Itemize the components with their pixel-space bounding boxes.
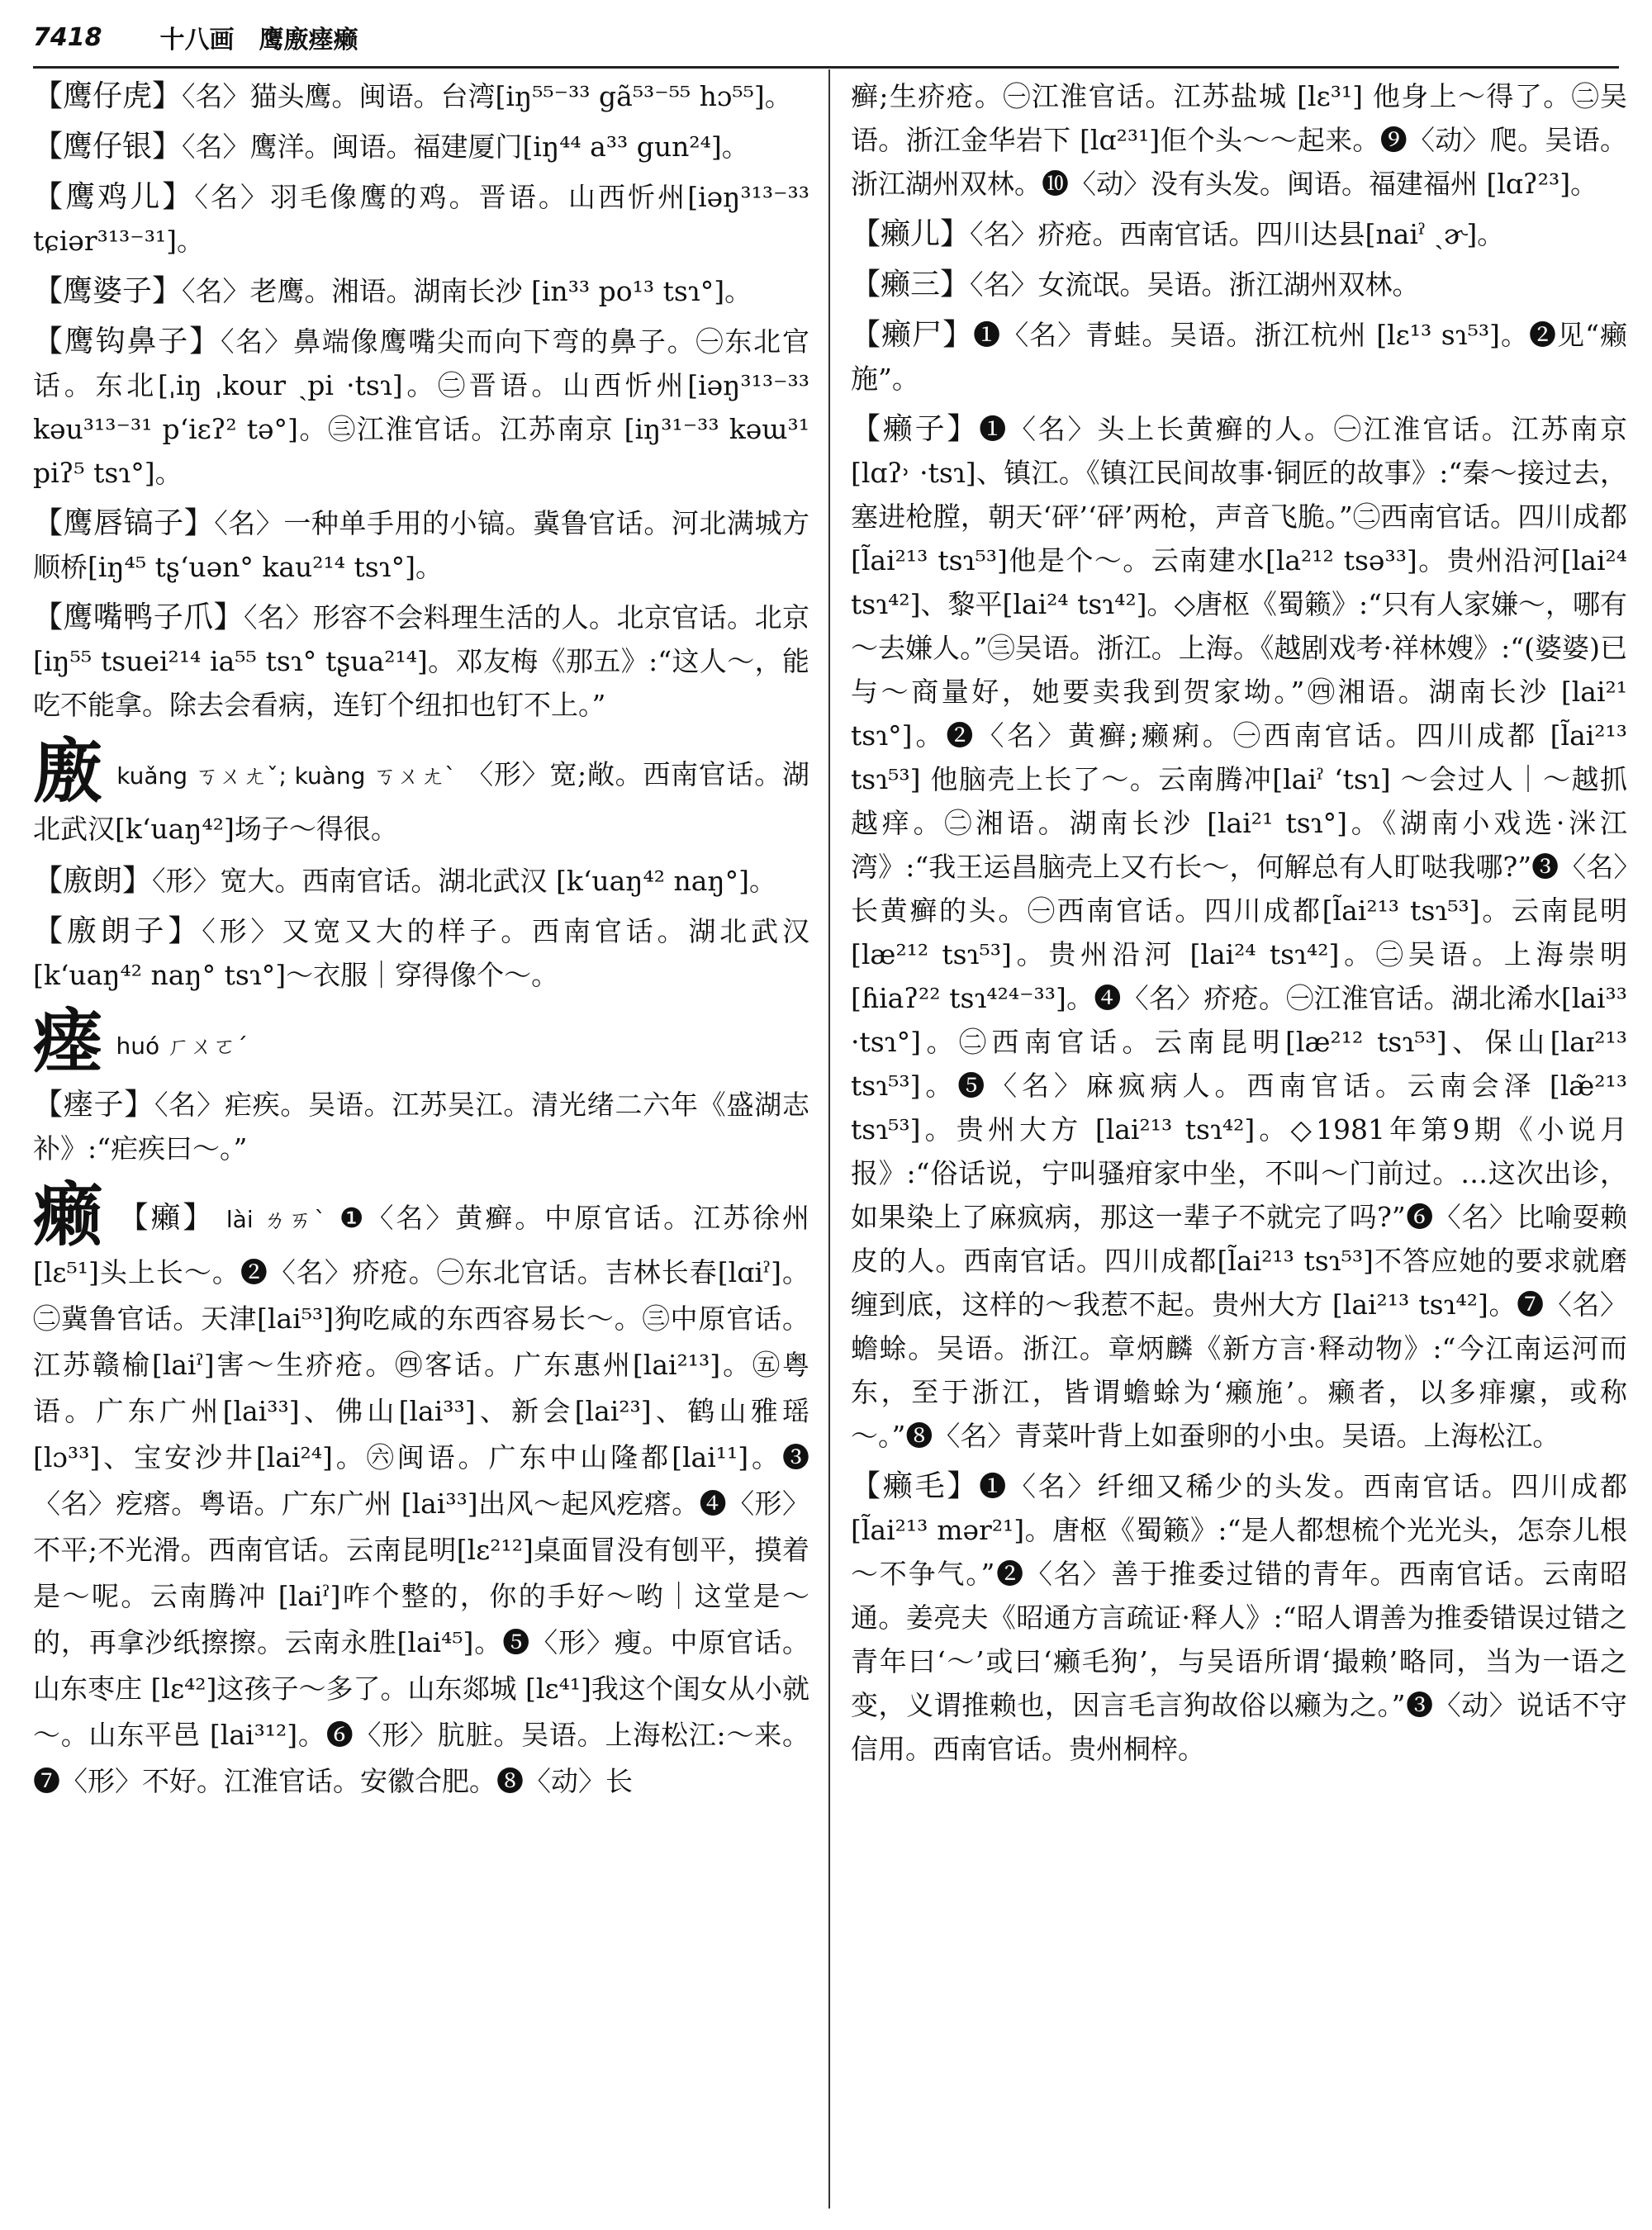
left-column — [33, 74, 809, 1811]
entry — [851, 263, 1627, 306]
header-rule — [33, 66, 1619, 69]
big-character: 廒 — [33, 731, 103, 812]
entry — [851, 407, 1627, 1458]
page-title: 十八画 鹰廒瘗癞 — [159, 26, 358, 55]
headword: 【鹰嘴鸭子爪】 — [33, 600, 244, 634]
entry — [851, 1464, 1627, 1771]
entry — [33, 269, 809, 313]
headword: 【鹰鸡儿】 — [33, 180, 195, 214]
headword: 【癞儿】 — [851, 217, 971, 251]
headword: 【癞尸】 — [851, 318, 974, 352]
entry — [33, 595, 809, 727]
headword: 【癞三】 — [851, 268, 971, 301]
definition: 〈名〉老鹰。湘语。湖南长沙 [in³³ po¹³ tsɿ°]。 — [182, 275, 752, 307]
definition: ❶〈名〉青蛙。吴语。浙江杭州 [lɛ¹³ sɿ⁵³]。❷见“癞施”。 — [851, 319, 1627, 395]
definition: 〈名〉猫头鹰。闽语。台湾[iŋ⁵⁵⁻³³ gã⁵³⁻⁵⁵ hɔ⁵⁵]。 — [182, 80, 792, 112]
headword: 【鹰仔虎】 — [33, 79, 183, 113]
entry — [33, 909, 809, 997]
big-character: 瘗 — [33, 1001, 103, 1082]
continued-definition: 癣;生疥疮。㊀江淮官话。江苏盐城 [lɛ³¹] 他身上～得了。㊁吴语。浙江金华岩下 [lɑ²³¹]佢个头～～起来。❾〈动〉爬。吴语。浙江湖州双林。❿〈动〉没有头发。闽语。福建福州 [lɑʔ²³]。 — [851, 80, 1627, 200]
pinyin: lài ㄌㄞˋ — [225, 1206, 329, 1233]
entry — [33, 125, 809, 168]
definition: 〈名〉疟疾。吴语。江苏吴江。清光绪二六年《盛湖志补》:“疟疾曰～。” — [33, 1089, 809, 1165]
headword: 【癞毛】 — [851, 1469, 980, 1503]
pinyin: kuǎng ㄎㄨㄤˇ; kuàng ㄎㄨㄤˋ — [116, 762, 457, 790]
definition: 〈形〉又宽又大的样子。西南官话。湖北武汉[kʻuaŋ⁴² naŋ° tsɿ°]～衣服｜穿得像个～。 — [33, 915, 809, 991]
headword: 【鹰仔银】 — [33, 130, 183, 164]
entry — [33, 74, 809, 118]
definition: ❶〈名〉纤细又稀少的头发。西南官话。四川成都[l̃ai²¹³ mər²¹]。唐枢《蜀籁》:“是人都想梳个光光头，怎奈儿根～不争气。”❷〈名〉善于推委过错的青年。西南官话。云南昭通。姜亮夫《昭通方言疏证·释人》:“昭人谓善为推委错误过错之青年曰‘～’或曰‘癞毛狗’，与吴语所谓‘撮赖’略同，当为一语之变，义谓推赖也，因言毛言狗故俗以癞为之。”❸〈动〉说话不守信用。西南官话。贵州桐梓。 — [851, 1470, 1627, 1765]
definition: 〈名〉一种单手用的小镐。冀鲁官话。河北满城方顺桥[iŋ⁴⁵ tʂʻuən° kau²¹⁴ tsɿ°]。 — [33, 507, 809, 583]
entry — [851, 313, 1627, 401]
headword: 【鹰婆子】 — [33, 274, 183, 308]
definition: 〈形〉宽大。西南官话。湖北武汉 [kʻuaŋ⁴² naŋ°]。 — [152, 865, 777, 897]
entry — [33, 501, 809, 589]
entry — [33, 175, 809, 263]
variant-character: 【癩】 — [118, 1201, 216, 1235]
entry — [851, 212, 1627, 256]
definition: 〈名〉女流氓。吴语。浙江湖州双林。 — [970, 268, 1420, 301]
pinyin: huó ㄏㄨㄛˊ — [116, 1032, 249, 1060]
page-number: 7418 — [33, 22, 102, 52]
big-character: 癞 — [33, 1174, 103, 1255]
column-divider — [828, 69, 830, 2209]
headword: 【鹰唇镐子】 — [33, 506, 215, 540]
left-entries — [33, 74, 809, 727]
char-entry-kuang — [33, 731, 809, 852]
headword: 【廒朗】 — [33, 864, 153, 898]
definition: 〈名〉鼻端像鹰嘴尖而向下弯的鼻子。㊀东北官话。东北[ˌiŋ ˌkour ˏpi ·tsɿ]。㊁晋语。山西忻州[iəŋ³¹³⁻³³ kəu³¹³⁻³¹ pʻiɛʔ² tə°]。㊂江淮官话。江苏南京 [iŋ³¹⁻³³ kəɯ³¹ piʔ⁵ tsɿ°]。 — [33, 325, 809, 489]
headword: 【鹰钩鼻子】 — [33, 325, 221, 358]
right-column — [851, 74, 1627, 1777]
definition: ❶〈名〉黄癣。中原官话。江苏徐州[lɛ⁵¹]头上长～。❷〈名〉疥疮。㊀东北官话。吉林长春[lɑiˀ]。㊁冀鲁官话。天津[lai⁵³]狗吃咸的东西容易长～。㊂中原官话。江苏赣榆[laiˀ]害～生疥疮。㊃客话。广东惠州[lai²¹³]。㊄粤语。广东广州[lai³³]、佛山[lai³³]、新会[lai²³]、鹤山雅瑶[lɔ³³]、宝安沙井[lai²⁴]。㊅闽语。广东中山隆都[lai¹¹]。❸〈名〉疙瘩。粤语。广东广州 [lai³³]出风～起风疙瘩。❹〈形〉不平;不光滑。西南官话。云南昆明[lɛ²¹²]桌面冒没有刨平，摸着是～呢。云南腾冲 [laiˀ]咋个整的，你的手好～哟｜这堂是～的，再拿沙纸擦擦。云南永胜[lai⁴⁵]。❺〈形〉瘦。中原官话。山东枣庄 [lɛ⁴²]这孩子～多了。山东郯城 [lɛ⁴¹]我这个闺女从小就～。山东平邑 [lai³¹²]。❻〈形〉肮脏。吴语。上海松江:～来。❼〈形〉不好。江淮官话。安徽合肥。❽〈动〉长 — [33, 1202, 809, 1797]
definition: 〈名〉鹰洋。闽语。福建厦门[iŋ⁴⁴ a³³ gun²⁴]。 — [182, 130, 749, 163]
headword: 【癞子】 — [851, 412, 980, 446]
definition: 〈名〉羽毛像鹰的鸡。晋语。山西忻州[iəŋ³¹³⁻³³ tɕiər³¹³⁻³¹]。 — [33, 181, 809, 257]
entry — [33, 1083, 809, 1170]
char-entry-huo — [33, 1001, 809, 1082]
char-entry-lai — [33, 1174, 809, 1805]
entry — [33, 320, 809, 495]
definition: ❶〈名〉头上长黄癣的人。㊀江淮官话。江苏南京[lɑʔ˒ ·tsɿ]、镇江。《镇江民间故事·铜匠的故事》:“秦～接过去，塞进枪膛，朝天‘砰’‘砰’两枪，声音飞脆。”㊁西南官话。四川成都[l̃ai²¹³ tsɿ⁵³]他是个～。云南建水[la²¹² tsə³³]。贵州沿河[lai²⁴ tsɿ⁴²]、黎平[lai²⁴ tsɿ⁴²]。◇唐枢《蜀籁》:“只有人家嫌～，哪有～去嫌人。”㊂吴语。浙江。上海。《越剧戏考·祥林嫂》:“(婆婆)已与～商量好，她要卖我到贺家坳。”㊃湘语。湖南长沙 [lai²¹ tsɿ°]。❷〈名〉黄癣;癞痢。㊀西南官话。四川成都 [l̃ai²¹³ tsɿ⁵³] 他脑壳上长了～。云南腾冲[laiˀ ʻtsɿ] ～会过人｜～越抓越痒。㊁湘语。湖南长沙 [lai²¹ tsɿ°]。《湖南小戏选·洣江湾》:“我王运昌脑壳上又冇长～，何解总有人盯哒我哪?”❸〈名〉长黄癣的头。㊀西南官话。四川成都[l̃ai²¹³ tsɿ⁵³]。云南昆明[læ²¹² tsɿ⁵³]。贵州沿河 [lai²⁴ tsɿ⁴²]。㊁吴语。上海崇明 [ɦiaʔ²² tsɿ⁴²⁴⁻³³]。❹〈名〉疥疮。㊀江淮官话。湖北浠水[lai³³ ·tsɿ°]。㊁西南官话。云南昆明[læ²¹² tsɿ⁵³]、保山[laɪ²¹³ tsɿ⁵³]。❺〈名〉麻疯病人。西南官话。云南会泽 [læ̃²¹³ tsɿ⁵³]。贵州大方 [lai²¹³ tsɿ⁴²]。◇1981年第9期《小说月报》:“俗话说，宁叫骚疳家中坐，不叫～门前过。…这次出诊，如果染上了麻疯病，那这一辈子不就完了吗?”❻〈名〉比喻耍赖皮的人。西南官话。四川成都[l̃ai²¹³ tsɿ⁵³]不答应她的要求就磨缠到底，这样的～我惹不起。贵州大方 [lai²¹³ tsɿ⁴²]。❼〈名〉蟾蜍。吴语。浙江。章炳麟《新方言·释动物》:“今江南运河而东，至于浙江，皆谓蟾蜍为‘癞施’。癞者，以多痱瘰，或称～。”❽〈名〉青菜叶背上如蚕卵的小虫。吴语。上海松江。 — [851, 413, 1627, 1452]
definition: 〈名〉疥疮。西南官话。四川达县[naiˀ ˏɚ]。 — [970, 218, 1505, 250]
page-header — [33, 12, 1619, 63]
headword: 【廒朗子】 — [33, 914, 202, 948]
definition: 〈名〉形容不会料理生活的人。北京官话。北京[iŋ⁵⁵ tsuei²¹⁴ ia⁵⁵ tsɿ° tʂua²¹⁴]。邓友梅《那五》:“这人～，能吃不能拿。除去会看病，连钉个纽扣也钉不上。” — [33, 601, 809, 721]
definition: 〈形〉宽;敞。西南官话。湖北武汉[kʻuaŋ⁴²]场子～得很。 — [33, 758, 809, 845]
entry — [33, 859, 809, 903]
headword: 【瘗子】 — [33, 1088, 155, 1122]
